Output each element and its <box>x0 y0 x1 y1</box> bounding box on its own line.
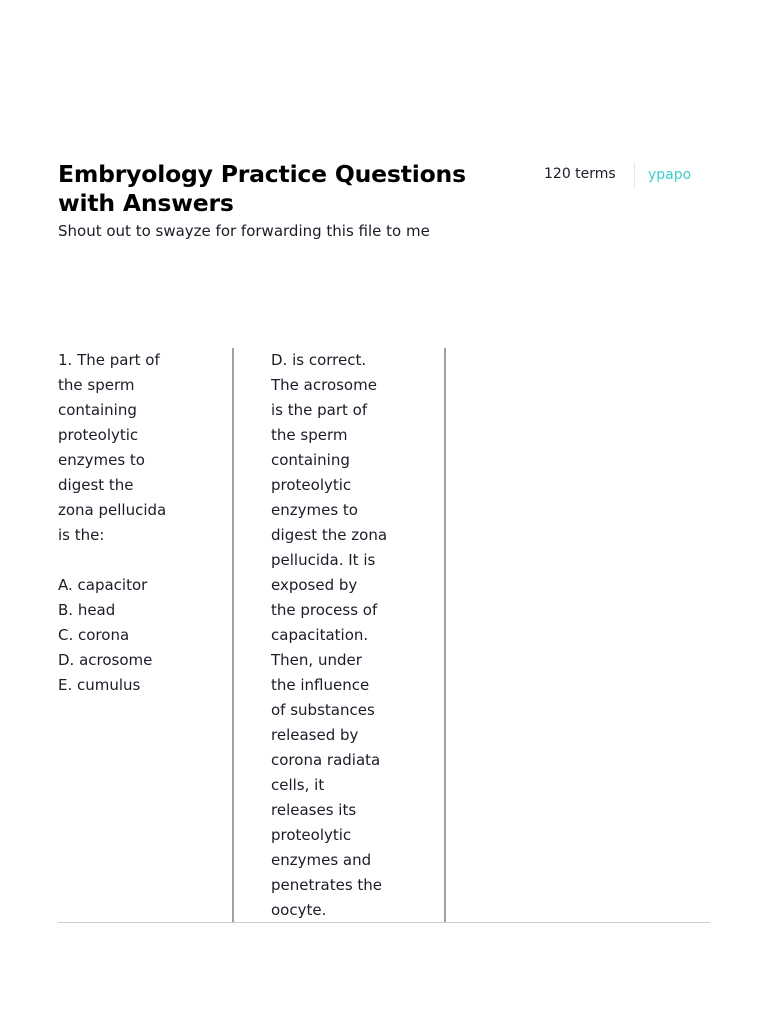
set-description: Shout out to swayze for forwarding this file to me <box>58 222 430 240</box>
title-line-1: Embryology Practice Questions <box>58 160 466 188</box>
meta-divider <box>634 162 635 188</box>
page-title <box>58 160 536 218</box>
definition-line: capacitation. <box>271 626 369 644</box>
definition-line: oocyte. <box>271 901 327 919</box>
definition-line: proteolytic <box>271 826 352 844</box>
author-link[interactable]: ypapo <box>648 167 692 183</box>
definition-line: corona radiata <box>271 751 381 769</box>
definition-line: The acrosome <box>271 376 377 394</box>
definition-line: exposed by <box>271 576 358 594</box>
definition-line: Then, under <box>271 651 362 669</box>
term-line: enzymes to <box>58 451 145 469</box>
term-column <box>58 348 230 698</box>
option-d: D. acrosome <box>58 651 153 669</box>
term-line: 1. The part of <box>58 351 160 369</box>
column-divider <box>444 348 446 923</box>
option-b: B. head <box>58 601 116 619</box>
definition-line: enzymes and <box>271 851 372 869</box>
definition-line: proteolytic <box>271 476 352 494</box>
definition-line: penetrates the <box>271 876 383 894</box>
definition-line: the sperm <box>271 426 348 444</box>
definition-line: cells, it <box>271 776 325 794</box>
definition-line: is the part of <box>271 401 368 419</box>
definition-line: releases its <box>271 801 357 819</box>
term-line: is the: <box>58 526 105 544</box>
spacer <box>58 548 230 573</box>
definition-line: released by <box>271 726 359 744</box>
term-line: zona pellucida <box>58 501 167 519</box>
term-line: the sperm <box>58 376 135 394</box>
row-divider <box>58 922 710 923</box>
definition-line: of substances <box>271 701 375 719</box>
term-line: proteolytic <box>58 426 139 444</box>
title-line-2: with Answers <box>58 189 234 217</box>
terms-count-label: 120 terms <box>544 166 616 182</box>
option-e: E. cumulus <box>58 676 141 694</box>
definition-line: pellucida. It is <box>271 551 376 569</box>
definition-line: digest the zona <box>271 526 388 544</box>
column-divider <box>232 348 234 923</box>
definition-line: the process of <box>271 601 378 619</box>
term-card <box>58 348 710 923</box>
definition-line: D. is correct. <box>271 351 367 369</box>
option-a: A. capacitor <box>58 576 148 594</box>
term-line: digest the <box>58 476 134 494</box>
definition-line: enzymes to <box>271 501 358 519</box>
definition-line: the influence <box>271 676 370 694</box>
term-line: containing <box>58 401 137 419</box>
definition-column <box>271 348 443 923</box>
definition-line: containing <box>271 451 350 469</box>
option-c: C. corona <box>58 626 130 644</box>
